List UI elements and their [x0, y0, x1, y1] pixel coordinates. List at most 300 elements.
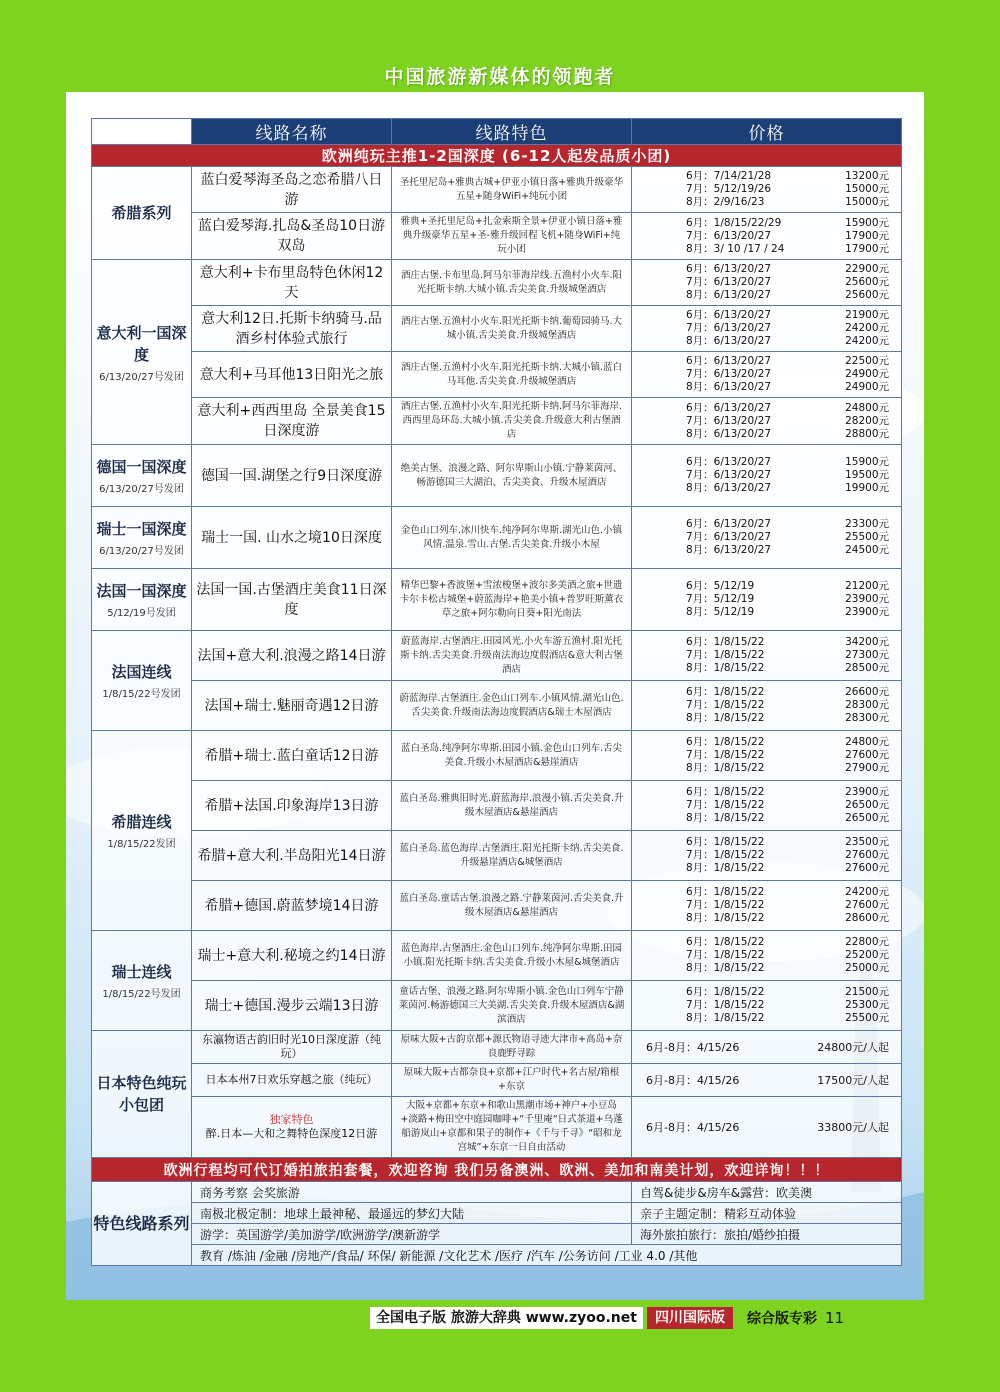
bottom-banner: 欧洲行程均可代订婚拍旅拍套餐，欢迎咨询 我们另备澳洲、欧洲、美加和南美计划，欢迎详询！！！ [92, 1158, 902, 1182]
price-cell [632, 352, 902, 398]
price-amount: 25200元 [845, 949, 889, 961]
price-line [686, 962, 889, 975]
price-line [686, 415, 889, 428]
route-features: 酒庄古堡.五渔村小火车.阳光托斯卡纳.阿马尔菲海岸.西西里岛环岛.大城小镇.舌尖美食.升级意大利古堡酒店 [392, 398, 632, 445]
price-amount: 13200元 [845, 170, 889, 182]
price-amount: 28300元 [845, 712, 889, 724]
price-dates: 7月：6/13/20/27 [686, 531, 772, 543]
route-name: 希腊+德国.蔚蓝梦境14日游 [192, 881, 392, 931]
route-row [92, 167, 902, 213]
price-line [686, 531, 889, 544]
europe-banner-row [92, 145, 902, 167]
price-amount: 23900元 [845, 606, 889, 618]
price-amount: 24800元 [845, 401, 889, 414]
route-row [92, 352, 902, 398]
price-amount: 24800元/人起 [817, 1040, 889, 1054]
special-row [92, 1203, 902, 1224]
price-line [686, 649, 889, 662]
price-amount: 25500元 [845, 531, 889, 543]
price-line [686, 812, 889, 825]
price-cell [632, 306, 902, 352]
price-dates: 6月：1/8/15/22/29 [686, 216, 782, 229]
price-line [686, 606, 889, 619]
price-amount: 27900元 [845, 762, 889, 774]
price-amount: 15000元 [845, 183, 889, 195]
route-row [92, 831, 902, 881]
route-features: 蓝色海岸.古堡酒庄.金色山口列车.纯净阿尔卑斯.田园小镇.阳光托斯卡纳.舌尖美食.升级小木屋&城堡酒店 [392, 931, 632, 981]
content-panel [66, 92, 924, 1300]
price-cell [632, 731, 902, 781]
route-features: 原味大阪+古韵京都+源氏物语寻迹大津市+高岛+奈良鹿野寻踪 [392, 1031, 632, 1064]
category-departure: 6/13/20/27号发团 [99, 484, 184, 495]
price-dates: 6月-8月：4/15/26 [646, 1120, 740, 1134]
price-cell [632, 213, 902, 260]
price-amount: 24200元 [845, 322, 889, 334]
price-dates: 7月：1/8/15/22 [686, 749, 765, 761]
route-features: 酒庄古堡.五渔村小火车.阳光托斯卡纳.葡萄园骑马.大城小镇.舌尖美食.升级城堡酒店 [392, 306, 632, 352]
price-dates: 7月：5/12/19/26 [686, 183, 772, 195]
price-line [686, 469, 889, 482]
price-dates: 6月：1/8/15/22 [686, 886, 765, 898]
price-cell [632, 681, 902, 731]
price-line [686, 381, 889, 394]
category-departure: 1/8/15/22发团 [107, 839, 176, 850]
category-name: 希腊系列 [111, 204, 172, 222]
route-features: 绝美古堡、浪漫之路、阿尔卑斯山小镇.宁静莱茵河、畅游德国三大湖泊、舌尖美食、升级木屋酒店 [392, 445, 632, 507]
price-amount: 25600元 [845, 276, 889, 288]
price-line [686, 289, 889, 302]
category-cell [92, 167, 192, 260]
price-dates: 6月-8月：4/15/26 [646, 1073, 740, 1087]
price-line [646, 1121, 889, 1134]
special-category [92, 1182, 192, 1266]
price-amount: 28600元 [845, 912, 889, 924]
price-dates: 8月：1/8/15/22 [686, 862, 765, 874]
category-name: 日本特色纯玩小包团 [96, 1074, 187, 1114]
route-name: 醉.日本—大和之舞特色深度12日游 [205, 1127, 378, 1140]
route-features: 酒庄古堡.五渔村小火车.阳光托斯卡纳.大城小镇.蓝白马耳他.舌尖美食.升级城堡酒店 [392, 352, 632, 398]
special-item: 商务考察 会奖旅游 [192, 1182, 632, 1203]
price-amount: 15900元 [845, 216, 889, 229]
special-row [92, 1245, 902, 1266]
special-item: 游学：英国游学/美加游学/欧洲游学/澳新游学 [192, 1224, 632, 1245]
price-dates: 8月：1/8/15/22 [686, 1012, 765, 1024]
category-departure: 6/13/20/27号发团 [99, 371, 184, 383]
price-line [686, 786, 889, 799]
price-line [686, 335, 889, 348]
price-amount: 28200元 [845, 414, 889, 427]
footer [370, 1306, 960, 1330]
category-name: 法国一国深度 [96, 582, 187, 600]
price-amount: 17900元 [845, 229, 889, 242]
price-line [686, 518, 889, 531]
price-dates: 6月：1/8/15/22 [686, 636, 765, 648]
price-amount: 27600元 [845, 749, 889, 761]
price-dates: 6月：1/8/15/22 [686, 836, 765, 848]
route-row [92, 731, 902, 781]
price-dates: 6月：6/13/20/27 [686, 401, 772, 414]
price-line [686, 170, 889, 183]
price-dates: 6月：1/8/15/22 [686, 786, 765, 798]
route-row [92, 213, 902, 260]
price-line [686, 886, 889, 899]
category-name: 意大利一国深度 [96, 323, 187, 364]
route-name: 东瀛物语古韵旧时光10日深度游（纯玩） [202, 1033, 381, 1060]
special-item: 教育 /炼油 /金融 /房地产/食品/ 环保/ 新能源 /文化艺术 /医疗 /汽车 /公务访问 /工业 4.0 /其他 [192, 1245, 902, 1266]
price-dates: 8月：1/8/15/22 [686, 962, 765, 974]
price-line [686, 355, 889, 368]
price-dates: 8月：6/13/20/27 [686, 289, 772, 301]
table-header-row [92, 119, 902, 145]
route-name: 希腊+意大利.半岛阳光14日游 [192, 831, 392, 881]
price-line [686, 936, 889, 949]
price-amount: 22900元 [845, 263, 889, 275]
special-item: 亲子主题定制：精彩互动体验 [632, 1203, 902, 1224]
route-table [91, 118, 902, 1266]
price-line [686, 593, 889, 606]
price-dates: 8月：6/13/20/27 [686, 544, 772, 556]
price-amount: 28300元 [845, 699, 889, 711]
price-dates: 8月：3/ 10 /17 / 24 [686, 242, 785, 255]
category-departure: 6/13/20/27号发团 [99, 546, 184, 557]
price-dates: 6月：1/8/15/22 [686, 736, 765, 748]
price-amount: 25500元 [845, 1012, 889, 1024]
price-amount: 28500元 [845, 662, 889, 674]
exclusive-tag: 独家特色 [269, 1113, 314, 1126]
price-dates: 6月：5/12/19 [686, 580, 755, 592]
price-line [686, 899, 889, 912]
price-amount: 27600元 [845, 899, 889, 911]
route-features: 原味大阪+古都奈良+京都+江户时代+名古屋/箱根+东京 [392, 1064, 632, 1097]
price-line [686, 662, 889, 675]
price-line [686, 243, 889, 256]
price-amount: 25300元 [845, 999, 889, 1011]
price-cell [632, 981, 902, 1031]
price-line [686, 686, 889, 699]
price-dates: 8月：5/12/19 [686, 606, 755, 618]
price-dates: 6月：6/13/20/27 [686, 456, 772, 468]
category-cell [92, 507, 192, 569]
price-amount: 23500元 [845, 836, 889, 848]
route-name: 法国+瑞士.魅丽奇遇12日游 [192, 681, 392, 731]
route-row [92, 681, 902, 731]
price-dates: 6月：6/13/20/27 [686, 263, 772, 275]
page-number: 11 [824, 1309, 845, 1327]
price-line [686, 999, 889, 1012]
price-cell [632, 931, 902, 981]
price-line [646, 1074, 889, 1087]
category-cell [92, 260, 192, 445]
price-cell [632, 1097, 902, 1158]
category-cell [92, 731, 192, 931]
price-amount: 24200元 [845, 335, 889, 347]
price-line [686, 368, 889, 381]
price-dates: 8月：6/13/20/27 [686, 482, 772, 494]
route-row [92, 445, 902, 507]
price-amount: 17900元 [845, 242, 889, 255]
route-features: 圣托里尼岛+雅典古城+伊亚小镇日落+雅典升级豪华五星+随身WiFi+纯玩小团 [392, 167, 632, 213]
price-amount: 15000元 [845, 196, 889, 208]
page-title: 中国旅游新媒体的领跑者 [384, 66, 616, 88]
price-line [686, 762, 889, 775]
price-line [686, 699, 889, 712]
japan-row [92, 1064, 902, 1097]
price-dates: 6月：1/8/15/22 [686, 936, 765, 948]
route-row [92, 631, 902, 681]
price-amount: 24900元 [845, 368, 889, 380]
route-name: 意大利12日.托斯卡纳骑马.品酒乡村体验式旅行 [192, 306, 392, 352]
price-dates: 8月：1/8/15/22 [686, 762, 765, 774]
price-amount: 15900元 [845, 456, 889, 468]
japan-route-cell [192, 1097, 392, 1158]
route-features: 雅典+圣托里尼岛+扎金索斯全景+伊亚小镇日落+雅典升级豪华五星+圣-雅升级回程飞机+随身WiFi+纯玩小团 [392, 213, 632, 260]
price-line [686, 736, 889, 749]
price-dates: 6月：6/13/20/27 [686, 355, 772, 367]
price-line [686, 263, 889, 276]
price-line [686, 544, 889, 557]
header-route-features: 线路特色 [392, 119, 632, 145]
price-dates: 7月：6/13/20/27 [686, 229, 772, 242]
price-dates: 7月：6/13/20/27 [686, 368, 772, 380]
price-line [686, 949, 889, 962]
route-name: 瑞士一国. 山水之境10日深度 [192, 507, 392, 569]
price-cell [632, 781, 902, 831]
price-cell [632, 445, 902, 507]
category-name: 德国一国深度 [96, 458, 187, 476]
route-features: 酒庄古堡.卡布里岛.阿马尔菲海岸线.五渔村小火车.阳光托斯卡纳.大城小镇.舌尖美食.升级城堡酒店 [392, 260, 632, 306]
price-dates: 7月：1/8/15/22 [686, 849, 765, 861]
price-amount: 28800元 [845, 427, 889, 440]
route-features: 蓝白圣岛.纯净阿尔卑斯.田园小镇.金色山口列车.舌尖美食.升级小木屋酒店&悬崖酒店 [392, 731, 632, 781]
price-cell [632, 569, 902, 631]
category-cell [92, 931, 192, 1031]
price-line [686, 456, 889, 469]
price-dates: 8月：6/13/20/27 [686, 427, 772, 440]
price-line [686, 636, 889, 649]
price-line [686, 580, 889, 593]
price-amount: 24800元 [845, 736, 889, 748]
price-line [686, 849, 889, 862]
bottom-banner-row [92, 1158, 902, 1182]
category-departure: 1/8/15/22号发团 [102, 989, 181, 1000]
price-dates: 8月：1/8/15/22 [686, 712, 765, 724]
price-dates: 8月：1/8/15/22 [686, 662, 765, 674]
price-dates: 6月：1/8/15/22 [686, 686, 765, 698]
route-row [92, 260, 902, 306]
category-name: 特色线路系列 [93, 1213, 190, 1233]
route-features: 金色山口列车.冰川快车.纯净阿尔卑斯.湖光山色.小镇风情.温泉.雪山.古堡.舌尖美食.升级小木屋 [392, 507, 632, 569]
price-cell [632, 507, 902, 569]
price-line [686, 712, 889, 725]
price-amount: 26600元 [845, 686, 889, 698]
route-features: 蓝白圣岛.童话古堡.浪漫之路.宁静莱茵河.舌尖美食.升级木屋酒店&悬崖酒店 [392, 881, 632, 931]
price-amount: 19900元 [845, 482, 889, 494]
price-dates: 7月：1/8/15/22 [686, 699, 765, 711]
japan-route-cell [192, 1064, 392, 1097]
route-name: 德国一国.湖堡之行9日深度游 [192, 445, 392, 507]
special-row [92, 1224, 902, 1245]
price-line [686, 196, 889, 209]
price-amount: 23300元 [845, 518, 889, 530]
price-amount: 34200元 [845, 636, 889, 648]
price-amount: 24900元 [845, 381, 889, 393]
price-amount: 24200元 [845, 886, 889, 898]
special-item: 海外旅拍旅行：旅拍/婚纱拍摄 [632, 1224, 902, 1245]
price-line [686, 482, 889, 495]
price-amount: 27300元 [845, 649, 889, 661]
price-amount: 25600元 [845, 289, 889, 301]
japan-row [92, 1097, 902, 1158]
price-line [686, 322, 889, 335]
special-row [92, 1182, 902, 1203]
price-dates: 6月：1/8/15/22 [686, 986, 765, 998]
price-dates: 7月：1/8/15/22 [686, 649, 765, 661]
price-dates: 7月：6/13/20/27 [686, 276, 772, 288]
price-cell [632, 260, 902, 306]
price-line [686, 402, 889, 415]
route-features: 蓝白圣岛.蓝色海岸.古堡酒庄.阳光托斯卡纳.舌尖美食.升级悬崖酒店&城堡酒店 [392, 831, 632, 881]
price-dates: 7月：6/13/20/27 [686, 469, 772, 481]
price-cell [632, 1031, 902, 1064]
price-dates: 7月：1/8/15/22 [686, 949, 765, 961]
price-dates: 8月：6/13/20/27 [686, 381, 772, 393]
europe-banner: 欧洲纯玩主推1-2国深度 (6-12人起发品质小团) [92, 145, 902, 167]
price-line [686, 428, 889, 441]
price-line [686, 230, 889, 243]
price-amount: 25000元 [845, 962, 889, 974]
japan-row [92, 1031, 902, 1064]
price-amount: 23900元 [845, 786, 889, 798]
price-dates: 6月：7/14/21/28 [686, 170, 772, 182]
header-route-name: 线路名称 [192, 119, 392, 145]
price-line [686, 749, 889, 762]
price-dates: 6月-8月：4/15/26 [646, 1040, 740, 1054]
japan-category [92, 1031, 192, 1158]
route-name: 法国一国.古堡酒庄美食11日深度 [192, 569, 392, 631]
route-row [92, 398, 902, 445]
price-amount: 27600元 [845, 862, 889, 874]
price-line [646, 1041, 889, 1054]
price-amount: 21200元 [845, 580, 889, 592]
category-departure: 5/12/19号发团 [107, 608, 176, 619]
japan-route-cell [192, 1031, 392, 1064]
route-name: 蓝白爱琴海圣岛之恋希腊八日游 [192, 167, 392, 213]
route-row [92, 569, 902, 631]
price-amount: 21500元 [845, 986, 889, 998]
route-row [92, 781, 902, 831]
price-amount: 24500元 [845, 544, 889, 556]
price-dates: 8月：6/13/20/27 [686, 335, 772, 347]
price-amount: 27600元 [845, 849, 889, 861]
price-dates: 7月：1/8/15/22 [686, 899, 765, 911]
route-name: 蓝白爱琴海.扎岛&圣岛10日游双岛 [192, 213, 392, 260]
price-cell [632, 167, 902, 213]
route-row [92, 981, 902, 1031]
special-item: 南极北极定制：地球上最神秘、最遥远的梦幻大陆 [192, 1203, 632, 1224]
price-amount: 33800元/人起 [817, 1120, 889, 1134]
price-cell [632, 831, 902, 881]
route-name: 意大利+马耳他13日阳光之旅 [192, 352, 392, 398]
special-item: 自驾&徒步&房车&露营：欧美澳 [632, 1182, 902, 1203]
price-line [686, 836, 889, 849]
price-line [686, 862, 889, 875]
price-cell [632, 631, 902, 681]
route-features: 大阪+京都+东京+和歌山黑潮市场+神户+小豆岛+淡路+梅田空中庭园咖啡+“千里庵“日式茶道+乌蓬船游岚山+京都和果子的制作+《千与千寻》“昭和龙宫城”+东京一日自由活动 [392, 1097, 632, 1158]
route-name: 日本本州7日欢乐穿越之旅（纯玩） [205, 1073, 378, 1086]
route-name: 瑞士+意大利.秘境之约14日游 [192, 931, 392, 981]
route-name: 意大利+西西里岛 全景美食15日深度游 [192, 398, 392, 445]
price-dates: 8月：1/8/15/22 [686, 812, 765, 824]
price-dates: 7月：6/13/20/27 [686, 414, 772, 427]
route-features: 精华巴黎+香波堡+雪浓梭堡+波尔多美酒之旅+世遗卡尔卡松古城堡+蔚蓝海岸+艳美小镇+普罗旺斯薰衣草之旅+阿尔勒向日葵+阳光南法 [392, 569, 632, 631]
route-features: 蓝白圣岛.雅典旧时光.蔚蓝海岸.浪漫小镇.舌尖美食.升级木屋酒店&悬崖酒店 [392, 781, 632, 831]
route-name: 希腊+法国.印象海岸13日游 [192, 781, 392, 831]
header-price: 价格 [632, 119, 902, 145]
category-name: 瑞士连线 [111, 963, 172, 981]
category-cell [92, 445, 192, 507]
route-features: 童话古堡、浪漫之路.阿尔卑斯小镇.金色山口列车宁静莱茵河.畅游德国三大美湖.舌尖美食.升级木屋酒店&湖滨酒店 [392, 981, 632, 1031]
footer-edition: 全国电子版 旅游大辞典 www.zyoo.net [370, 1307, 643, 1329]
price-amount: 22800元 [845, 936, 889, 948]
category-name: 希腊连线 [111, 813, 172, 831]
route-row [92, 931, 902, 981]
footer-label: 综合版专彩 [746, 1311, 817, 1327]
price-amount: 19500元 [845, 469, 889, 481]
price-amount: 26500元 [845, 799, 889, 811]
route-row [92, 507, 902, 569]
header-spacer [92, 119, 192, 145]
price-line [686, 276, 889, 289]
price-cell [632, 398, 902, 445]
price-amount: 21900元 [845, 309, 889, 321]
price-line [686, 1012, 889, 1025]
price-dates: 7月：1/8/15/22 [686, 799, 765, 811]
route-name: 希腊+瑞士.蓝白童话12日游 [192, 731, 392, 781]
price-dates: 7月：1/8/15/22 [686, 999, 765, 1011]
category-name: 瑞士一国深度 [96, 520, 187, 538]
route-name: 瑞士+德国.漫步云端13日游 [192, 981, 392, 1031]
price-line [686, 912, 889, 925]
price-amount: 26500元 [845, 812, 889, 824]
price-line [686, 217, 889, 230]
price-dates: 6月：6/13/20/27 [686, 309, 772, 321]
price-cell [632, 881, 902, 931]
route-row [92, 881, 902, 931]
price-line [686, 799, 889, 812]
category-cell [92, 569, 192, 631]
price-line [686, 183, 889, 196]
price-cell [632, 1064, 902, 1097]
price-amount: 22500元 [845, 355, 889, 367]
price-dates: 6月：6/13/20/27 [686, 518, 772, 530]
category-cell [92, 631, 192, 731]
route-features: 蔚蓝海岸.古堡酒庄.金色山口列车.小镇风情.湖光山色.舌尖美食.升级南法海边度假酒店&瑞士木屋酒店 [392, 681, 632, 731]
route-features: 蔚蓝海岸.古堡酒庄.田园风光.小火车游五渔村.阳光托斯卡纳.舌尖美食.升级南法海边度假酒店&意大利古堡酒店 [392, 631, 632, 681]
route-name: 意大利+卡布里岛特色休闲12天 [192, 260, 392, 306]
price-dates: 8月：1/8/15/22 [686, 912, 765, 924]
price-amount: 17500元/人起 [817, 1073, 889, 1087]
price-amount: 23900元 [845, 593, 889, 605]
price-dates: 7月：6/13/20/27 [686, 322, 772, 334]
price-line [686, 309, 889, 322]
category-name: 法国连线 [111, 663, 172, 681]
category-departure: 1/8/15/22号发团 [102, 689, 181, 700]
price-dates: 8月：2/9/16/23 [686, 196, 765, 208]
route-row [92, 306, 902, 352]
route-name: 法国+意大利.浪漫之路14日游 [192, 631, 392, 681]
price-line [686, 986, 889, 999]
price-dates: 7月：5/12/19 [686, 593, 755, 605]
